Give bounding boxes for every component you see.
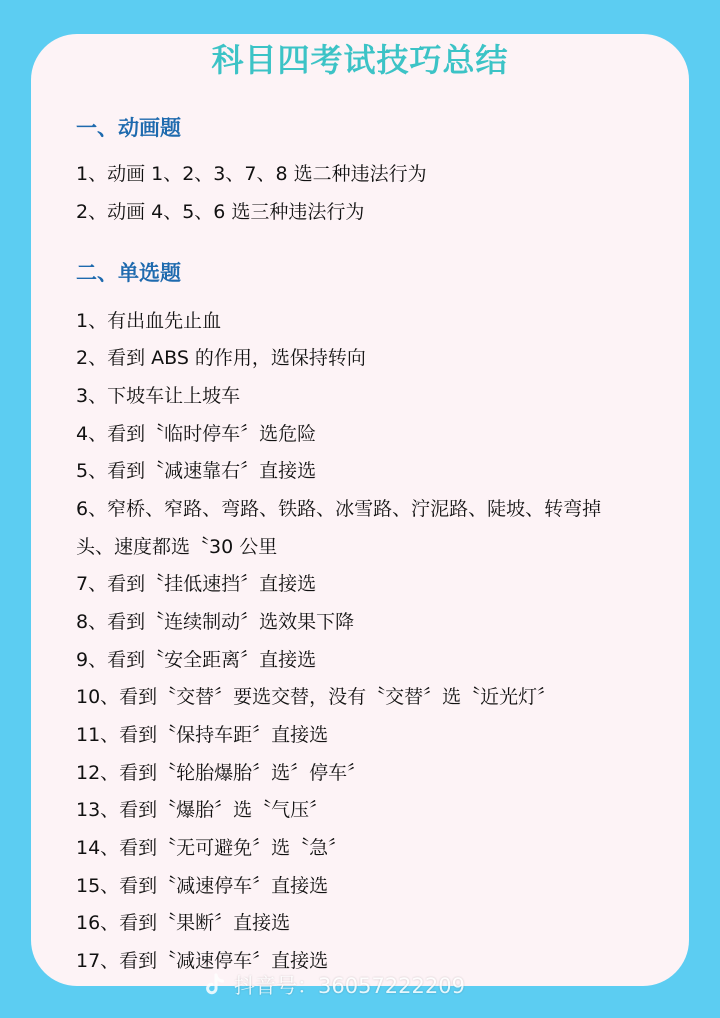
list-item: 8、看到〝连续制动〞选效果下降 bbox=[76, 611, 355, 633]
list-item: 6、窄桥、窄路、弯路、铁路、冰雪路、泞泥路、陡坡、转弯掉 bbox=[76, 498, 602, 520]
list-item: 17、看到〝减速停车〞直接选 bbox=[76, 950, 329, 972]
list-item: 2、看到 ABS 的作用，选保持转向 bbox=[76, 347, 366, 369]
page-title: 科目四考试技巧总结 bbox=[211, 41, 509, 79]
list-item: 9、看到〝安全距离〞直接选 bbox=[76, 649, 317, 671]
list-item: 7、看到〝挂低速挡〞直接选 bbox=[76, 573, 317, 595]
list-item: 3、下坡车让上坡车 bbox=[76, 385, 241, 407]
list-item: 14、看到〝无可避免〞选〝急〞 bbox=[76, 837, 348, 859]
watermark-text: 抖音号：36057222209 bbox=[234, 974, 465, 998]
list-item: 4、看到〝临时停车〞选危险 bbox=[76, 423, 317, 445]
tiktok-note-icon bbox=[204, 973, 226, 997]
list-item: 5、看到〝减速靠右〞直接选 bbox=[76, 460, 317, 482]
list-item: 1、动画 1、2、3、7、8 选二种违法行为 bbox=[76, 163, 427, 185]
section-heading-single-choice: 二、单选题 bbox=[76, 261, 181, 285]
list-item: 1、有出血先止血 bbox=[76, 310, 222, 332]
list-item: 15、看到〝减速停车〞直接选 bbox=[76, 875, 329, 897]
list-item: 13、看到〝爆胎〞选〝气压〞 bbox=[76, 799, 329, 821]
list-item: 11、看到〝保持车距〞直接选 bbox=[76, 724, 329, 746]
list-item-continuation: 头、速度都选〝30 公里 bbox=[76, 536, 278, 558]
watermark bbox=[204, 970, 465, 1000]
list-item: 10、看到〝交替〞要选交替，没有〝交替〞选〝近光灯〞 bbox=[76, 686, 557, 708]
list-item: 16、看到〝果断〞直接选 bbox=[76, 912, 291, 934]
list-item: 2、动画 4、5、6 选三种违法行为 bbox=[76, 201, 365, 223]
list-item: 12、看到〝轮胎爆胎〞选〞停车〞 bbox=[76, 762, 367, 784]
section-heading-animation: 一、动画题 bbox=[76, 116, 181, 140]
